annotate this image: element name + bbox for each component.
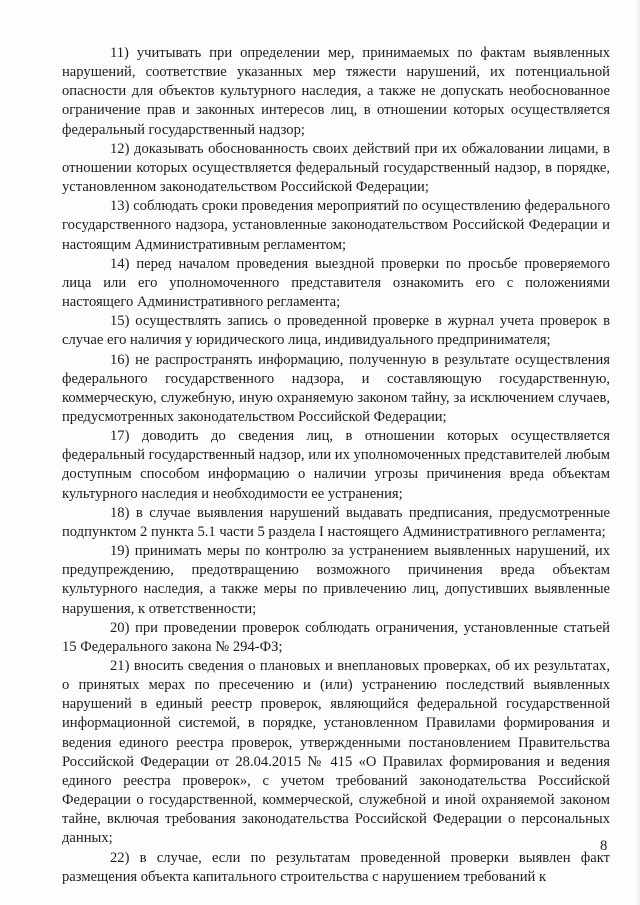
paragraph-item-17: 17) доводить до сведения лиц, в отношении которых осуществляется федеральный государственный надзор, или их уполномоченных представителей любым доступным способом информацию о наличии угрозы причинения вреда объектам культурного наследия и необходимости ее устранения; (62, 428, 610, 502)
paragraph-item-12: 12) доказывать обоснованность своих действий при их обжаловании лицами, в отношении которых осуществляется федеральный государственный надзор, в порядке, установленном законодательством Российской Федерации; (62, 140, 610, 196)
page-number: 8 (600, 838, 608, 854)
paragraph-item-15: 15) осуществлять запись о проведенной проверке в журнал учета проверок в случае его наличия у юридического лица, индивидуального предпринимателя; (62, 313, 610, 349)
paragraph-item-11: 11) учитывать при определении мер, принимаемых по фактам выявленных нарушений, соответствие указанных мер тяжести нарушений, их потенциальной опасности для объектов культурного наследия, а также не допускать необоснованное ограничение прав и законных интересов лиц, в отношении которых осуществляется федеральный государственный надзор; (62, 45, 610, 138)
scan-edge-shadow (634, 0, 640, 905)
paragraph-item-18: 18) в случае выявления нарушений выдавать предписания, предусмотренные подпунктом 2 пункта 5.1 части 5 раздела I настоящего Административного регламента; (62, 504, 610, 540)
paragraph-item-22: 22) в случае, если по результатам проведенной проверки выявлен факт размещения объекта капитального строительства с нарушением требований к (62, 849, 610, 885)
paragraph-item-20: 20) при проведении проверок соблюдать ограничения, установленные статьей 15 Федерального закона № 294-ФЗ; (62, 619, 610, 655)
paragraph-item-21: 21) вносить сведения о плановых и внеплановых проверках, об их результатах, о принятых мерах по пресечению и (или) устранению последствий выявленных нарушений в единый реестр проверок, являющийся федеральной государственной информационной системой, в порядке, установленном Правилами формирования и ведения единого реестра проверок, утвержденными постановлением Правительства Российской Федерации от 28.04.2015 № 415 «О Правилах формирования и ведения единого реестра проверок», с учетом требований законодательства Российской Федерации о государственной, коммерческой, служебной и иной охраняемой законом тайне, включая требования законодательства Российской Федерации о персональных данных; (62, 658, 610, 847)
paragraph-item-19: 19) принимать меры по контролю за устранением выявленных нарушений, их предупреждению, предотвращению возможного причинения вреда объектам культурного наследия, а также меры по привлечению лиц, допустивших выявленные нарушения, к ответственности; (62, 543, 610, 617)
paragraph-item-16: 16) не распространять информацию, полученную в результате осуществления федерального государственного надзора, и составляющую государственную, коммерческую, служебную, иную охраняемую законом тайну, за исключением случаев, предусмотренных законодательством Российской Федерации; (62, 351, 610, 425)
document-body (62, 44, 610, 887)
paragraph-item-14: 14) перед началом проведения выездной проверки по просьбе проверяемого лица или его уполномоченного представителя ознакомить его с положениями настоящего Административного регламента; (62, 255, 610, 311)
paragraph-item-13: 13) соблюдать сроки проведения мероприятий по осуществлению федерального государственного надзора, установленные законодательством Российской Федерации и настоящим Административным регламентом; (62, 198, 610, 253)
